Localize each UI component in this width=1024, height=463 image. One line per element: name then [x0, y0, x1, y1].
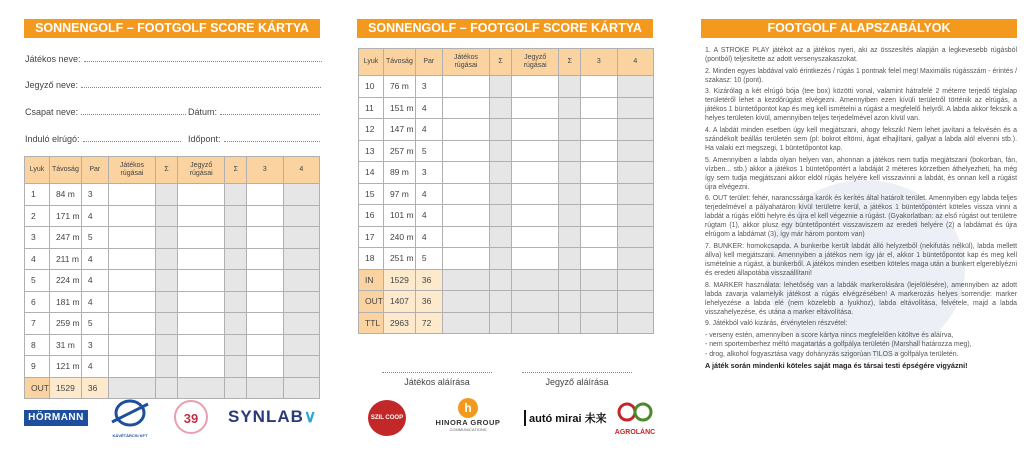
par-cell: 36	[415, 269, 442, 291]
score-entry-cell[interactable]	[559, 205, 581, 227]
header-player-kicks: Játékos rúgásai	[108, 157, 156, 184]
table-header	[359, 49, 654, 76]
score-entry-cell[interactable]	[177, 334, 225, 356]
score-entry-cell[interactable]	[442, 119, 490, 141]
table-row	[359, 183, 654, 205]
header-scorer-kicks: Jegyző rúgásai	[177, 157, 225, 184]
score-entry-cell[interactable]	[442, 76, 490, 98]
agrolanc-logo: AGROLÁNC	[612, 400, 658, 436]
header-par: Par	[81, 157, 108, 184]
score-entry-cell[interactable]	[581, 248, 617, 270]
rules-text	[705, 46, 1017, 373]
score-entry-cell[interactable]	[511, 291, 559, 313]
hole-number-cell: 14	[359, 162, 384, 184]
distance-cell: 259 m	[49, 313, 81, 335]
par-cell: 4	[81, 205, 108, 227]
score-entry-cell[interactable]	[177, 291, 225, 313]
distance-cell: 84 m	[49, 184, 81, 206]
header-distance: Távoság	[383, 49, 415, 76]
score-entry-cell[interactable]	[581, 162, 617, 184]
table-row	[25, 291, 320, 313]
score-entry-cell[interactable]	[511, 226, 559, 248]
rule-item: 7. BUNKER: homokcsapda. A bunkerbe került labdát álló helyzetből (nekifutás nélkül), labda mellett állva) kell megjátszani. Amennyiben a játékos nem így jár el, akkor 1 büntetőpontot kap és meg kell ismételnie a rúgást, a bunkerből. A játékos minden esetben köteles maga után a bunkert elgereblyézni és eredeti állapotába visszaállítani!	[705, 242, 1017, 278]
szilcoop-logo: SZIL COOP	[368, 400, 406, 436]
score-entry-cell[interactable]	[247, 377, 283, 399]
score-entry-cell[interactable]	[490, 205, 512, 227]
par-cell: 3	[415, 76, 442, 98]
table-row	[25, 270, 320, 292]
score-entry-cell[interactable]	[225, 356, 247, 378]
score-entry-cell[interactable]	[617, 226, 653, 248]
score-entry-cell[interactable]	[617, 119, 653, 141]
header-sum: Σ	[559, 49, 581, 76]
score-entry-cell[interactable]	[177, 184, 225, 206]
score-entry-cell[interactable]	[617, 97, 653, 119]
score-entry-cell[interactable]	[581, 226, 617, 248]
par-cell: 72	[415, 312, 442, 334]
header-player-kicks: Játékos rúgásai	[442, 49, 490, 76]
hole-number-cell: 6	[25, 291, 50, 313]
par-cell: 5	[415, 248, 442, 270]
score-entry-cell[interactable]	[559, 269, 581, 291]
hole-number-cell: 2	[25, 205, 50, 227]
hole-number-cell: 13	[359, 140, 384, 162]
par-cell: 5	[415, 140, 442, 162]
rule-item: 9. Játékból való kizárás, érvénytelen részvétel:	[705, 320, 848, 328]
table-row	[25, 227, 320, 249]
hole-number-cell: IN	[359, 269, 384, 291]
table-row	[359, 248, 654, 270]
score-entry-cell[interactable]	[156, 205, 178, 227]
table-row	[359, 97, 654, 119]
score-entry-cell[interactable]	[225, 205, 247, 227]
kavetarcsi-logo: KÁVÉTÁRCSI KFT	[106, 398, 154, 438]
player-signature[interactable]	[382, 366, 492, 387]
39-logo: 39	[174, 400, 208, 434]
score-entry-cell[interactable]	[225, 313, 247, 335]
score-entry-cell[interactable]	[581, 119, 617, 141]
distance-cell: 257 m	[383, 140, 415, 162]
par-cell: 5	[81, 313, 108, 335]
score-entry-cell[interactable]	[490, 76, 512, 98]
distance-cell: 181 m	[49, 291, 81, 313]
score-entry-cell[interactable]	[559, 76, 581, 98]
score-entry-cell[interactable]	[559, 291, 581, 313]
score-entry-cell[interactable]	[283, 248, 319, 270]
score-entry-cell[interactable]	[177, 227, 225, 249]
score-entry-cell[interactable]	[225, 184, 247, 206]
score-entry-cell[interactable]	[559, 312, 581, 334]
score-entry-cell[interactable]	[442, 183, 490, 205]
header-par: Par	[415, 49, 442, 76]
score-entry-cell[interactable]	[490, 140, 512, 162]
header-distance: Távoság	[49, 157, 81, 184]
score-entry-cell[interactable]	[442, 269, 490, 291]
score-entry-cell[interactable]	[511, 205, 559, 227]
sponsor-logos	[24, 398, 320, 438]
score-entry-cell[interactable]	[247, 205, 283, 227]
scorer-signature-label: Jegyző aláírása	[545, 377, 609, 387]
distance-cell: 251 m	[383, 248, 415, 270]
hormann-logo: HÖRMANN	[24, 410, 88, 426]
rule-item: 2. Minden egyes labdával való érintkezés / rúgás 1 pontnak felel meg! Maximális rúgásszám - érintés / szakasz: 10 (pont).	[705, 67, 1017, 84]
score-entry-cell[interactable]	[442, 248, 490, 270]
rule-item: 5. Amennyiben a labda olyan helyen van, ahonnan a játékos nem tudja megjátszani (bokorban, fán, vízben... stb.) akkor a játékos 1 büntetőpontért a labdáját 2 méteres körzetben áthelyezheti, ha még így sem tudja megjátszani akkor eldöl rúgás helyére kell visszavinni a labdát, és onnan kell a rúgást újra elvégezni.	[705, 156, 1017, 191]
score-entry-cell[interactable]	[490, 162, 512, 184]
hole-number-cell: 12	[359, 119, 384, 141]
hole-number-cell: 1	[25, 184, 50, 206]
score-entry-cell[interactable]	[156, 248, 178, 270]
score-card-back	[350, 0, 680, 463]
hole-number-cell: TTL	[359, 312, 384, 334]
hinora-emblem-icon: h	[458, 398, 478, 418]
hole-number-cell: 11	[359, 97, 384, 119]
score-entry-cell[interactable]	[617, 291, 653, 313]
distance-cell: 240 m	[383, 226, 415, 248]
table-row	[25, 313, 320, 335]
team-name-field[interactable]: Csapat neve:	[25, 105, 186, 117]
table-row	[25, 334, 320, 356]
score-entry-cell[interactable]	[511, 97, 559, 119]
player-signature-label: Játékos aláírása	[404, 377, 470, 387]
score-entry-cell[interactable]	[108, 248, 156, 270]
date-field[interactable]: Dátum:	[188, 105, 320, 117]
score-entry-cell[interactable]	[247, 227, 283, 249]
score-entry-cell[interactable]	[177, 205, 225, 227]
par-cell: 4	[415, 97, 442, 119]
header-hole: Lyuk	[359, 49, 384, 76]
score-entry-cell[interactable]	[442, 97, 490, 119]
distance-cell: 121 m	[49, 356, 81, 378]
table-row	[359, 76, 654, 98]
score-entry-cell[interactable]	[442, 226, 490, 248]
score-entry-cell[interactable]	[108, 356, 156, 378]
score-entry-cell[interactable]	[559, 162, 581, 184]
score-entry-cell[interactable]	[442, 312, 490, 334]
score-entry-cell[interactable]	[511, 248, 559, 270]
kavetarcsi-emblem-icon	[106, 398, 154, 428]
score-entry-cell[interactable]	[442, 140, 490, 162]
score-entry-cell[interactable]	[156, 356, 178, 378]
par-cell: 4	[81, 291, 108, 313]
score-entry-cell[interactable]	[225, 248, 247, 270]
header-4: 4	[617, 49, 653, 76]
score-entry-cell[interactable]	[108, 184, 156, 206]
score-entry-cell[interactable]	[108, 270, 156, 292]
score-entry-cell[interactable]	[108, 227, 156, 249]
distance-cell: 1529	[49, 377, 81, 399]
score-entry-cell[interactable]	[177, 313, 225, 335]
score-entry-cell[interactable]	[108, 313, 156, 335]
rule-item: 8. MARKER használata: lehetőség van a labdák markerolására (lejelölésére), amennyiben az adott labda zavarja valamelyik játékost a rúgás elvégzésében! A markerozás helyes sorrendje: marker lehelyezése a labda elé (nem közelebb a lyukhoz), labda eltávolítása, felvétele, majd a labda visszahelyezése, és utána a marker eltávolítása.	[705, 281, 1017, 316]
score-entry-cell[interactable]	[581, 205, 617, 227]
score-entry-cell[interactable]	[156, 377, 178, 399]
score-entry-cell[interactable]	[581, 183, 617, 205]
score-entry-cell[interactable]	[581, 97, 617, 119]
score-entry-cell[interactable]	[490, 312, 512, 334]
score-entry-cell[interactable]	[247, 184, 283, 206]
score-entry-cell[interactable]	[283, 313, 319, 335]
score-entry-cell[interactable]	[559, 183, 581, 205]
header-sum: Σ	[225, 157, 247, 184]
score-entry-cell[interactable]	[156, 334, 178, 356]
table-row	[25, 377, 320, 399]
score-entry-cell[interactable]	[511, 269, 559, 291]
table-row	[25, 184, 320, 206]
score-entry-cell[interactable]	[225, 334, 247, 356]
hole-number-cell: 17	[359, 226, 384, 248]
par-cell: 3	[415, 162, 442, 184]
header-sum: Σ	[156, 157, 178, 184]
auto-mirai-logo: autó mirai 未来	[524, 410, 607, 426]
score-entry-cell[interactable]	[247, 334, 283, 356]
score-entry-cell[interactable]	[177, 248, 225, 270]
back-nine-score-table	[358, 48, 654, 334]
score-entry-cell[interactable]	[225, 270, 247, 292]
score-entry-cell[interactable]	[559, 119, 581, 141]
score-entry-cell[interactable]	[247, 313, 283, 335]
rule-item: - drog, alkohol fogyasztása vagy dohányzás szigorúan TILOS a golfpálya területén.	[705, 350, 959, 358]
score-entry-cell[interactable]	[283, 227, 319, 249]
score-entry-cell[interactable]	[156, 313, 178, 335]
score-entry-cell[interactable]	[442, 205, 490, 227]
score-entry-cell[interactable]	[283, 270, 319, 292]
score-entry-cell[interactable]	[108, 205, 156, 227]
score-card-front	[0, 0, 330, 463]
start-hole-field[interactable]: Induló elrúgó:	[25, 132, 181, 144]
score-entry-cell[interactable]	[490, 97, 512, 119]
rule-item: 6. OUT terület: fehér, narancssárga karók és kerítés által határolt terület. Amennyiben egy labda teljes terjedelmével a pályahatáron kívül területre kerül, a játékos 1 büntetőpontért köteles vissza vinni a labdát a rúgás előtti helyre és újra el kell végeznie a rúgást. (Gyakorlatban: az első rúgást out területre rúgtam (1), akkor plusz egy büntetőpontért visszaviszem az eredeti helyére (2) a labdámat és újra elrúgom a labdámat (3), így már három pontom van)	[705, 195, 1017, 239]
score-entry-cell[interactable]	[581, 140, 617, 162]
agrolanc-emblem-icon	[615, 400, 655, 424]
table-row	[359, 140, 654, 162]
score-entry-cell[interactable]	[156, 291, 178, 313]
score-entry-cell[interactable]	[225, 377, 247, 399]
par-cell: 36	[81, 377, 108, 399]
distance-cell: 171 m	[49, 205, 81, 227]
score-entry-cell[interactable]	[283, 205, 319, 227]
player-name-field[interactable]: Játékos neve:	[25, 52, 322, 64]
par-cell: 4	[415, 226, 442, 248]
rule-item: 3. Kizárólag a két elrúgó bója (tee box) közötti vonal, valamint hátrafelé 2 méterre terjedő téglalap területéről lehet a kezdőrúgást elvégezni. Amennyiben ezen kívüli területről történik az elrúgás, a játékos 1 büntetőpontot kap és meg kell ismételni a rúgást a megfelelő helyről. A labda akkor fekszik a helyes területen kívül, amennyiben teljes terjedelmével azon kívül van.	[705, 88, 1017, 123]
distance-cell: 1529	[383, 269, 415, 291]
table-row	[359, 312, 654, 334]
score-entry-cell[interactable]	[156, 270, 178, 292]
par-cell: 3	[81, 184, 108, 206]
synlab-chevron-icon: ∨	[303, 407, 318, 426]
score-entry-cell[interactable]	[617, 140, 653, 162]
score-entry-cell[interactable]	[177, 270, 225, 292]
score-entry-cell[interactable]	[442, 162, 490, 184]
par-cell: 4	[81, 248, 108, 270]
score-entry-cell[interactable]	[559, 226, 581, 248]
hole-number-cell: 10	[359, 76, 384, 98]
distance-cell: 151 m	[383, 97, 415, 119]
score-entry-cell[interactable]	[511, 183, 559, 205]
hole-number-cell: 18	[359, 248, 384, 270]
hole-number-cell: 15	[359, 183, 384, 205]
hole-number-cell: OUT	[359, 291, 384, 313]
scorer-name-field[interactable]: Jegyző neve:	[25, 78, 321, 90]
hole-number-cell: 9	[25, 356, 50, 378]
table-row	[359, 226, 654, 248]
table-row	[359, 291, 654, 313]
hole-number-cell: 4	[25, 248, 50, 270]
score-entry-cell[interactable]	[511, 76, 559, 98]
score-entry-cell[interactable]	[442, 291, 490, 313]
score-entry-cell[interactable]	[617, 248, 653, 270]
score-entry-cell[interactable]	[490, 119, 512, 141]
table-header	[25, 157, 320, 184]
score-entry-cell[interactable]	[581, 269, 617, 291]
distance-cell: 89 m	[383, 162, 415, 184]
hole-number-cell: 7	[25, 313, 50, 335]
front-nine-score-table	[24, 156, 320, 399]
score-entry-cell[interactable]	[490, 269, 512, 291]
rules-title: FOOTGOLF ALAPSZABÁLYOK	[701, 19, 1017, 38]
rule-item: - nem sportemberhez méltó magatartás a golfpálya területén (Marshall határozza meg),	[705, 341, 972, 349]
hole-number-cell: 5	[25, 270, 50, 292]
table-row	[359, 269, 654, 291]
table-row	[25, 248, 320, 270]
scorer-signature[interactable]	[522, 366, 632, 387]
score-entry-cell[interactable]	[581, 76, 617, 98]
par-cell: 3	[81, 334, 108, 356]
score-entry-cell[interactable]	[225, 227, 247, 249]
score-entry-cell[interactable]	[177, 356, 225, 378]
table-row	[359, 205, 654, 227]
par-cell: 5	[81, 227, 108, 249]
score-entry-cell[interactable]	[247, 356, 283, 378]
header-3: 3	[581, 49, 617, 76]
score-entry-cell[interactable]	[511, 119, 559, 141]
score-entry-cell[interactable]	[559, 248, 581, 270]
hinora-logo: h HINORA GROUP COMMUNICATIONS	[428, 398, 508, 432]
score-entry-cell[interactable]	[559, 140, 581, 162]
par-cell: 4	[81, 270, 108, 292]
score-entry-cell[interactable]	[490, 248, 512, 270]
table-row	[25, 205, 320, 227]
card-title: SONNENGOLF – FOOTGOLF SCORE KÁRTYA	[357, 19, 653, 38]
score-entry-cell[interactable]	[108, 334, 156, 356]
score-entry-cell[interactable]	[511, 140, 559, 162]
distance-cell: 147 m	[383, 119, 415, 141]
score-entry-cell[interactable]	[247, 248, 283, 270]
hole-number-cell: 16	[359, 205, 384, 227]
par-cell: 4	[415, 119, 442, 141]
score-entry-cell[interactable]	[108, 377, 156, 399]
header-sum: Σ	[490, 49, 512, 76]
table-row	[25, 356, 320, 378]
rule-item: - verseny estén, amennyiben a score kártya nincs megfelelően kitöltve és aláírva,	[705, 331, 954, 339]
score-entry-cell[interactable]	[490, 183, 512, 205]
score-entry-cell[interactable]	[177, 377, 225, 399]
score-entry-cell[interactable]	[490, 226, 512, 248]
par-cell: 4	[415, 205, 442, 227]
distance-cell: 224 m	[49, 270, 81, 292]
synlab-logo: SYNLAB∨	[228, 407, 318, 426]
card-title: SONNENGOLF – FOOTGOLF SCORE KÁRTYA	[24, 19, 320, 38]
distance-cell: 31 m	[49, 334, 81, 356]
rules-final-note: A játék során mindenki köteles saját maga és társai testi épségére vigyázni!	[705, 361, 968, 370]
score-entry-cell[interactable]	[581, 312, 617, 334]
rule-item: 4. A labdát minden esetben úgy kell megjátszani, ahogy fekszik! Nem lehet javítani a fekvésén és a szándékolt beállás területén sem (pl: bokrot eltörni, ágat elhajlítani, gallyat a labda alól elvenni stb.). Ha valaki ezt megszegi, 1 büntetőpontot kap.	[705, 126, 1017, 152]
header-hole: Lyuk	[25, 157, 50, 184]
header-scorer-kicks: Jegyző rúgásai	[511, 49, 559, 76]
score-entry-cell[interactable]	[559, 97, 581, 119]
score-entry-cell[interactable]	[283, 184, 319, 206]
table-row	[359, 162, 654, 184]
hole-number-cell: OUT	[25, 377, 50, 399]
distance-cell: 211 m	[49, 248, 81, 270]
score-entry-cell[interactable]	[283, 334, 319, 356]
score-entry-cell[interactable]	[247, 291, 283, 313]
score-entry-cell[interactable]	[225, 291, 247, 313]
distance-cell: 101 m	[383, 205, 415, 227]
header-3: 3	[247, 157, 283, 184]
table-row	[359, 119, 654, 141]
rule-item: 1. A STROKE PLAY játékot az a játékos nyeri, aki az összesítés alapján a legkevesebb rúgásból (pontból) teljesítette az adott versenyszakaszokat.	[705, 47, 1017, 64]
sponsor-logos	[358, 398, 658, 438]
time-field[interactable]: Időpont:	[188, 132, 320, 144]
score-entry-cell[interactable]	[490, 291, 512, 313]
par-cell: 36	[415, 291, 442, 313]
score-entry-cell[interactable]	[581, 291, 617, 313]
score-entry-cell[interactable]	[511, 312, 559, 334]
rules-panel	[695, 0, 1024, 463]
distance-cell: 97 m	[383, 183, 415, 205]
score-entry-cell[interactable]	[511, 162, 559, 184]
score-entry-cell[interactable]	[247, 270, 283, 292]
distance-cell: 76 m	[383, 76, 415, 98]
score-entry-cell[interactable]	[617, 312, 653, 334]
hole-number-cell: 8	[25, 334, 50, 356]
score-entry-cell[interactable]	[283, 291, 319, 313]
distance-cell: 247 m	[49, 227, 81, 249]
header-4: 4	[283, 157, 319, 184]
score-entry-cell[interactable]	[617, 269, 653, 291]
score-entry-cell[interactable]	[283, 377, 319, 399]
hole-number-cell: 3	[25, 227, 50, 249]
score-entry-cell[interactable]	[617, 76, 653, 98]
score-entry-cell[interactable]	[156, 227, 178, 249]
score-entry-cell[interactable]	[617, 205, 653, 227]
score-entry-cell[interactable]	[108, 291, 156, 313]
score-entry-cell[interactable]	[617, 162, 653, 184]
score-entry-cell[interactable]	[156, 184, 178, 206]
score-entry-cell[interactable]	[283, 356, 319, 378]
distance-cell: 1407	[383, 291, 415, 313]
distance-cell: 2963	[383, 312, 415, 334]
score-entry-cell[interactable]	[617, 183, 653, 205]
par-cell: 4	[415, 183, 442, 205]
par-cell: 4	[81, 356, 108, 378]
